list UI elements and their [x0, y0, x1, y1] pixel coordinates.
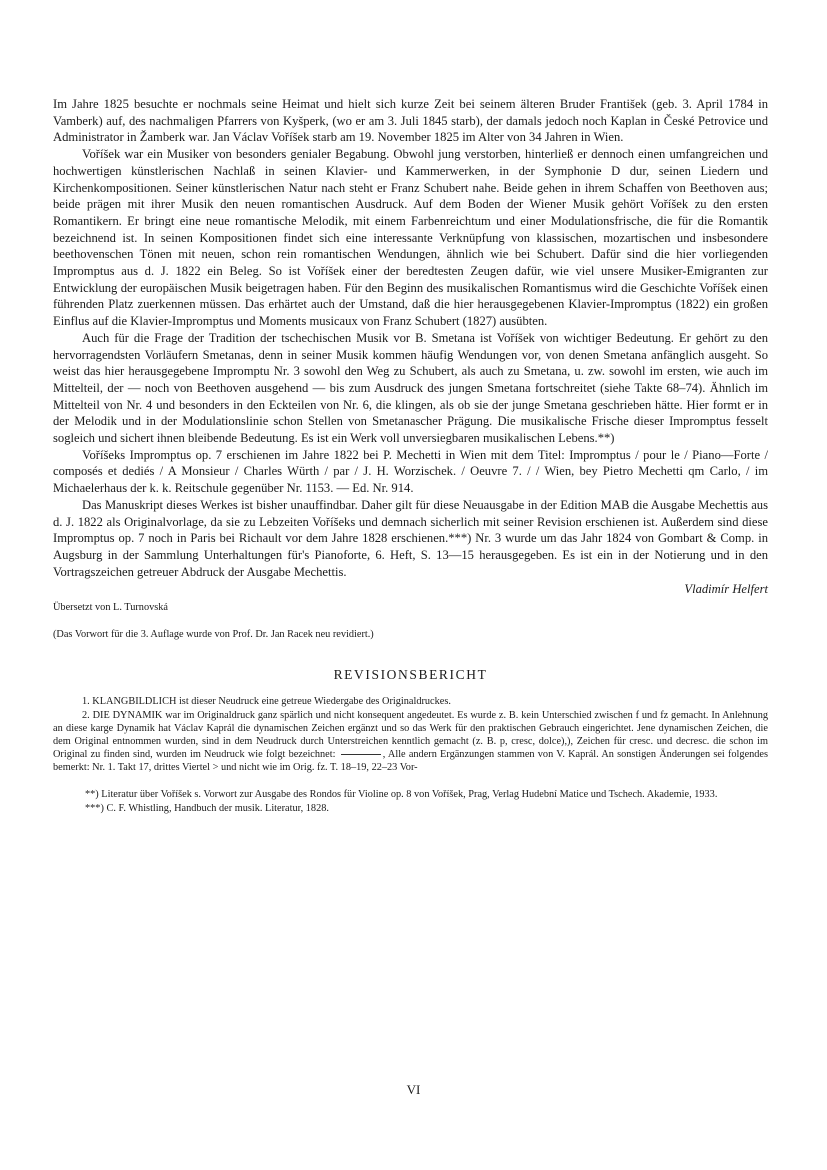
- preface-paragraph-4: Voříšeks Impromptus op. 7 erschienen im Jahre 1822 bei P. Mechetti in Wien mit dem Titel: Impromptus / pour le / Piano—Forte / composés et dediés / A Monsieur / Charles Würth / par / J. H. Worzischek. / Oeuvre 7. / / Wien, bey Pietro Mechetti qm Carlo, / im Michaelerhaus der k. k. Reitschule gegenüber Nr. 1153. — Ed. Nr. 914.: [53, 447, 768, 496]
- page-number: VI: [406, 1082, 421, 1097]
- preface-paragraph-5: Das Manuskript dieses Werkes ist bisher unauffindbar. Daher gilt für diese Neuausgabe in der Edition MAB die Ausgabe Mechettis aus d. J. 1822 als Originalvorlage, da sie zu Lebzeiten Voříšeks und demnach sicherlich mit seiner Revision erschienen ist. Außerdem sind diese Impromptus op. 7 noch in Paris bei Richault vor dem Jahre 1828 erschienen.***) Nr. 3 wurde um das Jahr 1824 von Gombart & Comp. in Augsburg in der Sammlung Unterhaltungen für's Pianoforte, 6. Heft, S. 13—15 herausgegeben. Es ist ein in der Notierung und in den Vortragszeichen getreuer Abdruck der Ausgabe Mechettis.: [53, 497, 768, 579]
- revision-item-1: 1. KLANGBILDLICH ist dieser Neudruck eine getreue Wiedergabe des Originaldruckes.: [82, 696, 451, 708]
- revision-item-2: [53, 709, 768, 775]
- preface-paragraph-2: Voříšek war ein Musiker von besonders genialer Begabung. Obwohl jung verstorben, hinterließ er dennoch einen umfangreichen und hochwertigen künstlerischen Nachlaß in seinen Klavier- und Kammerwerken, in der Symphonie D dur, seinen Liedern und Kirchenkompositionen. Seiner künstlerischen Natur nach steht er Franz Schubert nahe. Beide gehen in ihrem Schaffen von Beethoven aus; beide prägen mit ihrer Musik den neuen romantischen Ausdruck. Auf dem Boden der Wiener Musik gehört Voříšek zu den ersten Romantikern. Er bringt eine neue romantische Melodik, mit einem Farbenreichtum und einer Modulationsfrische, die für die Romantik bezeichnend ist. In seinen Kompositionen findet sich eine interessante Verknüpfung von klassischen, mozartischen und insbesondere beethovenschen Tönen mit neuen, schon rein romantischen Wendungen, ähnlich wie bei Schubert. Dafür sind die hier vorliegenden Impromptus aus d. J. 1822 ein Beleg. So ist Voříšek einer der beredtesten Zeugen dafür, wie viel unsere Musiker-Emigranten zur Entwicklung der europäischen Musik beigetragen haben. Für den Beginn des musikalischen Romantismus wird die Geschichte Voříšek einen führenden Platz zuerkennen müssen. Das erhärtet auch der Umstand, daß die hier herausgegebenen Klavier-Impromptus (1822) ein großen Einflus auf die Klavier-Impromptus und Moments musicaux von Franz Schubert (1827) ausübten.: [53, 147, 768, 329]
- revision-note: (Das Vorwort für die 3. Auflage wurde von Prof. Dr. Jan Racek neu revidiert.): [53, 629, 374, 641]
- crescendo-marks: [341, 754, 381, 755]
- section-heading: REVISIONSBERICHT: [333, 667, 488, 683]
- translator-credit: Übersetzt von L. Turnovská: [53, 602, 168, 614]
- revision-item-2-part-a: 2. DIE DYNAMIK war im Originaldruck ganz spärlich und nicht konsequent angedeutet. Es wurde z. B. kein Unterschied zwischen f und fz gemacht. In Anlehnung an diese karge Dynamik hat Václav Kaprál die dynamischen Zeichen ergänzt und so das Werk für den praktischen Gebrauch eingerichtet. Jene dynamischen Zeichen, die dem Original entnommen wurden, sind in dem Neudruck durch Unterstreichen kenntlich gemacht (z. B. p, cresc, dolce),), Zeichen für cresc. und decresc. die schon im Original zu finden sind, wurden im Neudruck wie folgt bezeichnet:: [53, 709, 768, 761]
- footnote-1: **) Literatur über Voříšek s. Vorwort zur Ausgabe des Rondos für Violine op. 8 von Voříšek, Prag, Verlag Hudební Matice und Tschech. Akademie, 1933.: [85, 788, 718, 800]
- footnote-2: ***) C. F. Whistling, Handbuch der musik. Literatur, 1828.: [85, 803, 329, 815]
- preface-paragraph-1: Im Jahre 1825 besuchte er nochmals seine Heimat und hielt sich kurze Zeit bei seinem älteren Bruder František (geb. 3. April 1784 in Vamberk) auf, des nachmaligen Pfarrers von Kyšperk, (wo er am 3. Juli 1845 starb), der damals jedoch noch Kaplan in České Petrovice und Administrator in Žamberk war. Jan Václav Voříšek starb am 19. November 1825 im Alter von 34 Jahren in Wien.: [53, 97, 768, 145]
- revision-item-2-part-b: , Alle andern Ergänzungen stammen von V. Kaprál. An sonstigen Änderungen sei folgendes bemerkt: Nr. 1. Takt 17, drittes Viertel > und nicht wie im Orig. fz. T. 18–19, 22–23 Vor-: [53, 749, 769, 774]
- page-body: [53, 96, 768, 818]
- footnotes: [53, 789, 768, 816]
- preface-paragraph-3: Auch für die Frage der Tradition der tschechischen Musik vor B. Smetana ist Voříšek von wichtiger Bedeutung. Er gehört zu den hervorragendsten Vorläufern Smetanas, denn in seiner Musik kommen häufig Wendungen vor, von denen Smetana anfänglich ausgeht. So weist das hier herausgegebene Impromptu Nr. 3 sowohl den Weg zu Schubert, als auch zu Smetana, u. zw. sowohl im ersten, wie auch im Mittelteil, der — noch von Beethoven ausgehend — bis zum Ausdruck des jungen Smetana fortschreitet (siehe Takte 68–74). Ähnlich im Mittelteil von Nr. 4 und besonders in den Eckteilen von Nr. 6, die klingen, als ob sie der junge Smetana geschrieben hätte. Hier formt er in der Melodik und in der Modulationslinie schon Stellen von Smetanascher Prägung. Die musikalische Frische dieser Impromptus fesselt sogleich und sichert ihnen bleibende Bedeutung. Es ist ein Werk voll unversiegbaren musikalischen Lebens.**): [53, 330, 768, 446]
- author-signature: Vladimír Helfert: [684, 582, 768, 597]
